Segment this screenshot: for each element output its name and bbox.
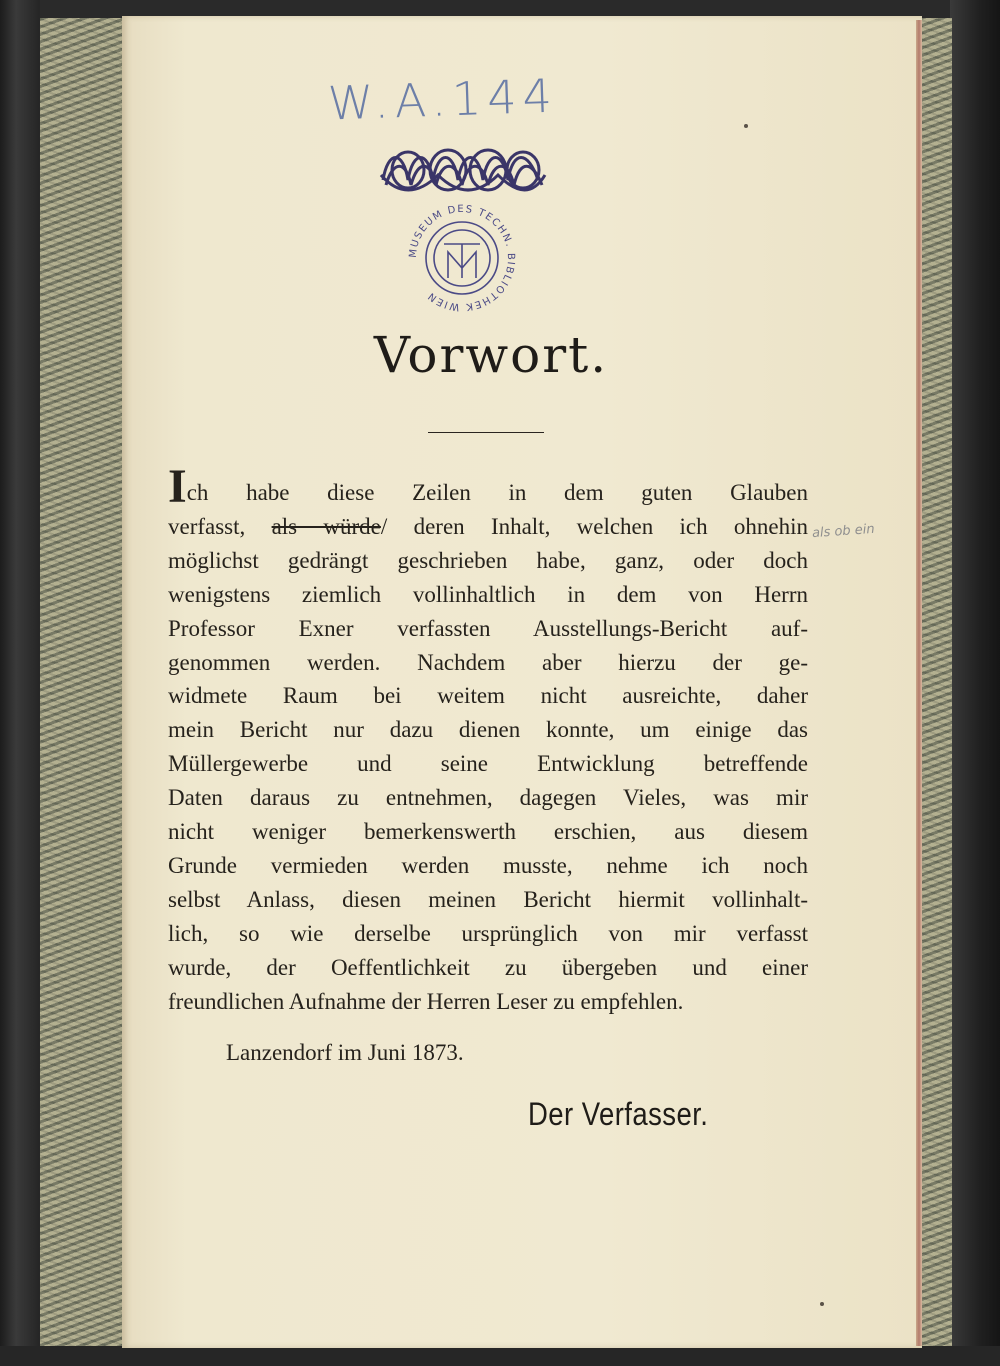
title-divider [428, 432, 544, 433]
text-line: Müllergewerbe und seine Entwicklung betreffende [168, 751, 808, 777]
text-line: verfasst, als würde/ deren Inhalt, welchen ich ohnehin [168, 513, 809, 539]
drop-cap: I [168, 460, 187, 513]
text-line: Grunde vermieden werden musste, nehme ich noch [168, 852, 808, 878]
place-date-line: Lanzendorf im Juni 1873. [226, 1040, 464, 1065]
margin-annotation: als ob ein [811, 521, 876, 542]
text-line: mein Bericht nur dazu dienen konnte, um einige das [168, 717, 808, 743]
book-cover-left [0, 0, 40, 1366]
text-line: wurde, der Oeffentlichkeit zu übergeben und einer [168, 954, 808, 980]
ink-speck [820, 1302, 824, 1306]
text-line: selbst Anlass, diesen meinen Bericht hiermit vollinhalt- [168, 886, 808, 912]
book-cover-right [950, 0, 1000, 1366]
page-title: Vorwort. [373, 326, 609, 384]
marbled-endpaper-right [918, 18, 952, 1348]
ink-scribble [378, 140, 548, 200]
author-signature: Der Verfasser. [528, 1096, 709, 1132]
text-line: lich, so wie derselbe ursprünglich von mir verfasst [168, 920, 808, 946]
text-line: Professor Exner verfassten Ausstellungs-Bericht auf- [168, 615, 808, 641]
marbled-endpaper-left [40, 18, 130, 1348]
svg-text:MUSEUM DES TECHN. BIBLIOTHEK W: MUSEUM DES TECHN. BIBLIOTHEK WIEN [407, 203, 517, 313]
text-line: nicht weniger bemerkenswerth erschien, aus diesem [168, 819, 808, 845]
text-line: widmete Raum bei weitem nicht ausreichte, daher [168, 683, 808, 709]
text-line: genommen werden. Nachdem aber hierzu der ge- [168, 649, 808, 675]
ink-speck [744, 124, 748, 128]
text-line: wenigstens ziemlich vollinhaltlich in dem von Herrn [168, 581, 808, 607]
book-cover-bottom [0, 1346, 1000, 1366]
manuscript-shelf-mark: W.A.144 [326, 68, 559, 131]
struck-text: als würde [271, 513, 381, 539]
text-line: Daten daraus zu entnehmen, dagegen Vieles, was mir [168, 785, 808, 811]
page-edge [916, 20, 922, 1346]
text-line: möglichst gedrängt geschrieben habe, ganz, oder doch [168, 547, 808, 573]
text-line: freundlichen Aufnahme der Herren Leser zu empfehlen. [168, 988, 684, 1014]
library-stamp [400, 196, 524, 320]
text-line: Ich habe diese Zeilen in dem guten Glauben [168, 460, 808, 513]
preface-body [168, 460, 809, 1019]
